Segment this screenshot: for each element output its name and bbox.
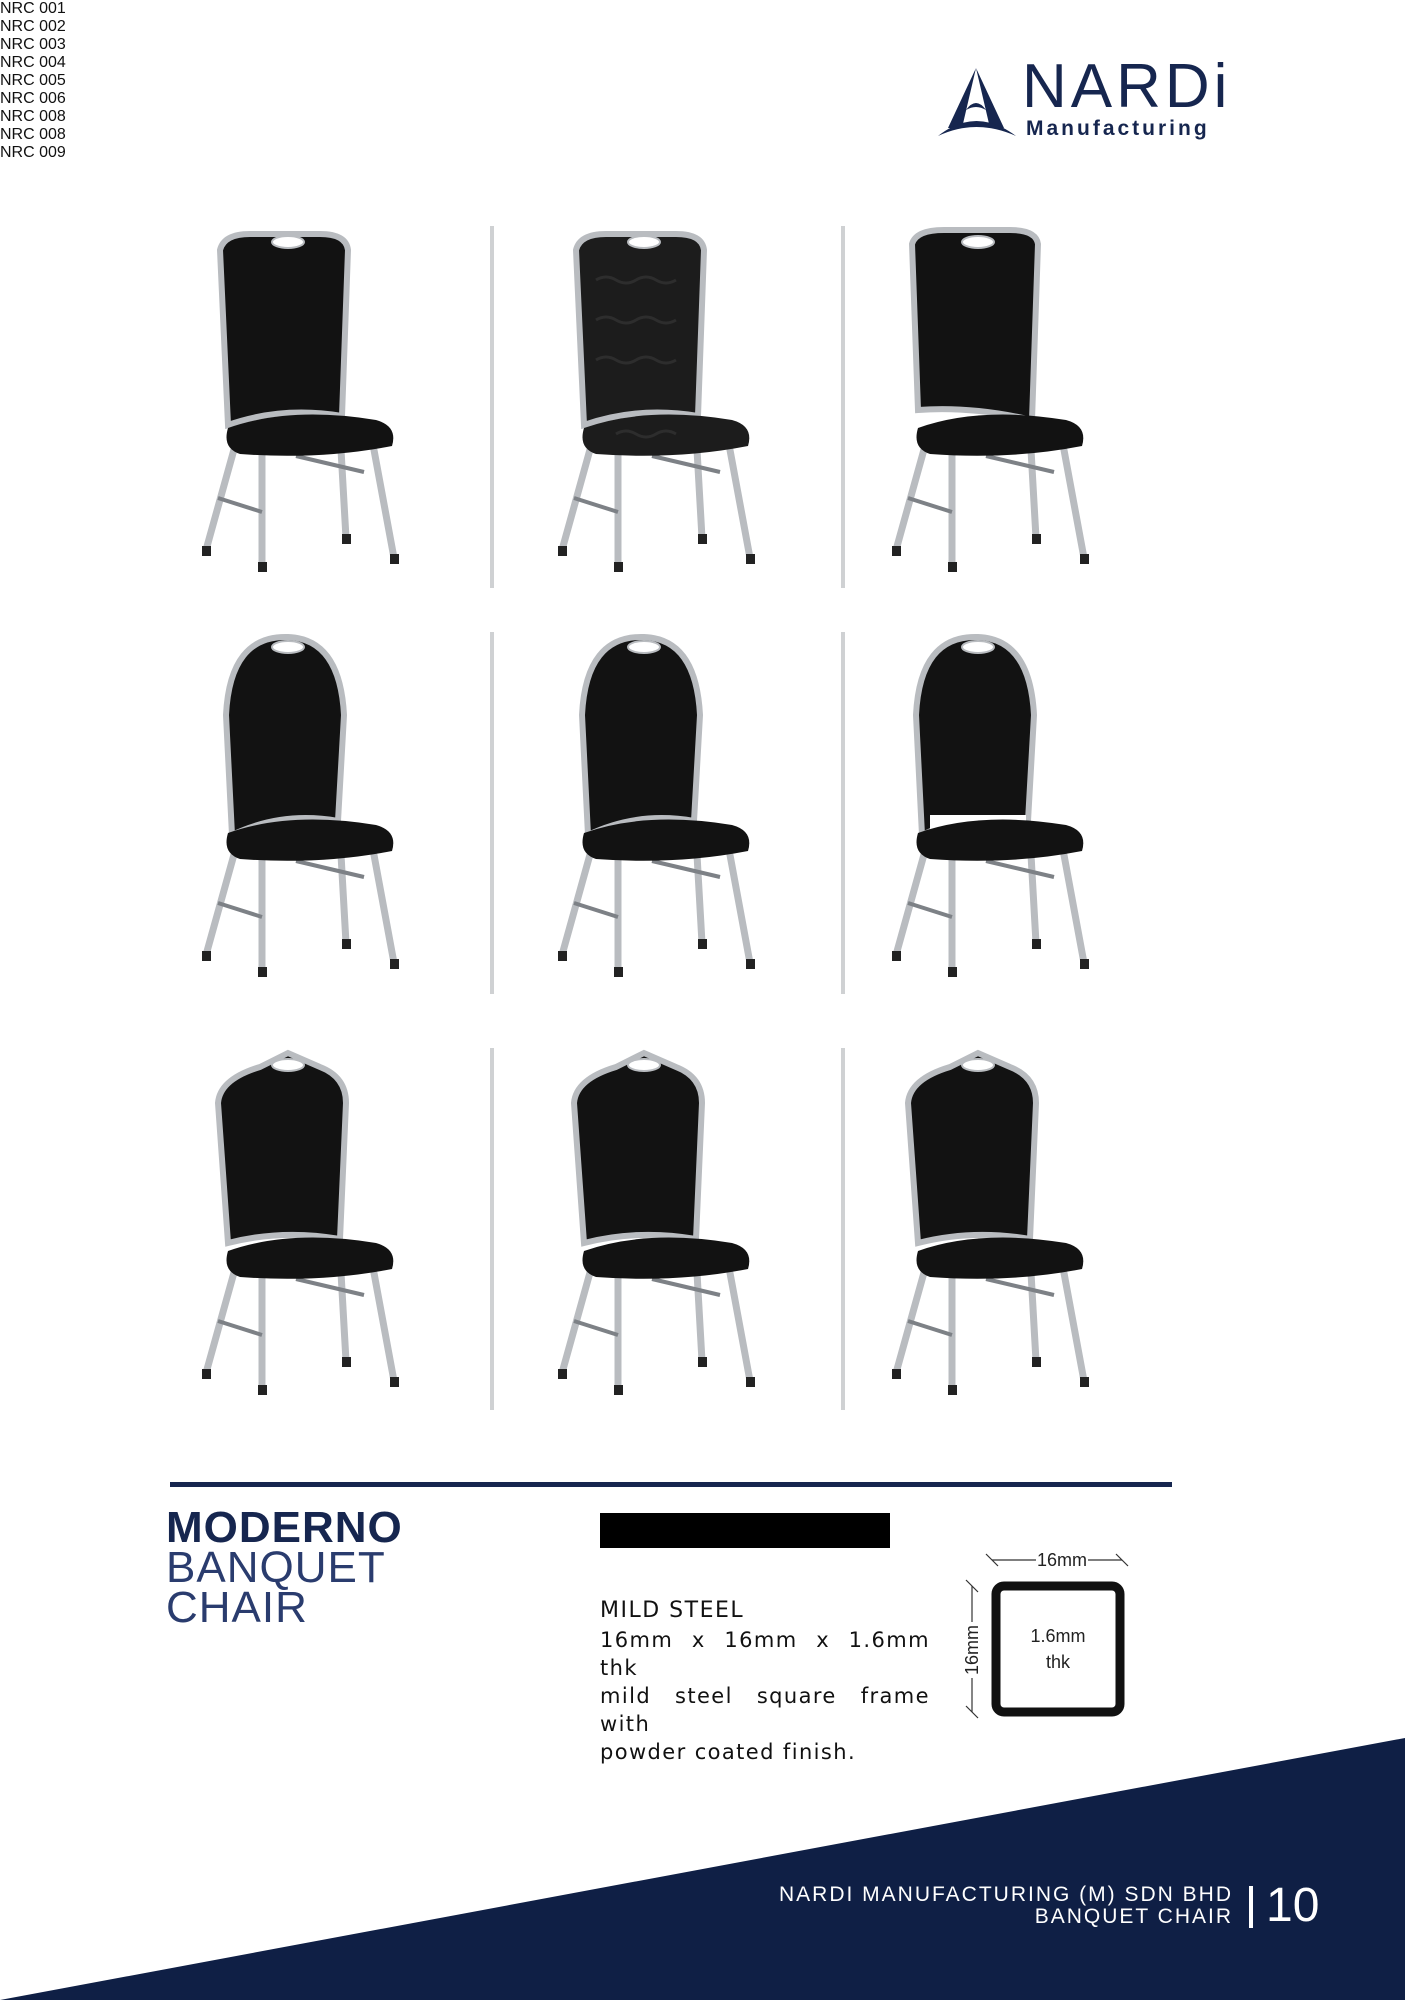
- redaction-bar: [600, 1513, 890, 1548]
- footer-section-name: BANQUET CHAIR: [1034, 1905, 1233, 1928]
- product-card: [526, 1043, 786, 1403]
- footer-separator: [1249, 1886, 1253, 1928]
- chair-image: [170, 1043, 430, 1403]
- diagram-thickness-label-2: thk: [1045, 1652, 1071, 1672]
- chair-image: [170, 220, 430, 580]
- diagram-thickness-label-1: 1.6mm: [1030, 1626, 1086, 1646]
- product-card: [526, 625, 786, 985]
- chair-image: [526, 625, 786, 985]
- product-card: [170, 1043, 430, 1403]
- chair-image: [170, 625, 430, 985]
- diagram-width-label: 16mm: [1036, 1550, 1088, 1570]
- tube-section-diagram: [952, 1536, 1142, 1726]
- series-title: [166, 1503, 403, 1632]
- diagram-height-label: 16mm: [962, 1624, 982, 1676]
- grid-divider: [490, 1048, 494, 1410]
- product-code: NRC 006: [0, 90, 66, 107]
- product-card: [170, 625, 430, 985]
- spec-line-2: mild steel square frame with: [600, 1684, 930, 1736]
- series-title-line-3: CHAIR: [166, 1583, 308, 1632]
- product-code: NRC 005: [0, 72, 66, 89]
- chair-image: [860, 1043, 1120, 1403]
- product-code: NRC 002: [0, 18, 66, 35]
- spec-heading: MILD STEEL: [600, 1598, 745, 1623]
- product-code: NRC 009: [0, 144, 66, 161]
- product-code: NRC 008: [0, 126, 66, 143]
- chair-image: [526, 1043, 786, 1403]
- product-card: [526, 220, 786, 580]
- product-card: [860, 625, 1120, 985]
- product-card: [860, 1043, 1120, 1403]
- footer-company-name: NARDI MANUFACTURING (M) SDN BHD: [779, 1883, 1233, 1906]
- chair-image: [526, 220, 786, 580]
- product-card: [170, 220, 430, 580]
- product-code: NRC 001: [0, 0, 66, 17]
- brand-subtitle: Manufacturing: [1026, 117, 1210, 140]
- chair-image: [860, 625, 1120, 985]
- series-title-line-1: MODERNO: [166, 1503, 403, 1552]
- series-title-line-2: BANQUET: [166, 1543, 386, 1592]
- grid-divider: [841, 632, 845, 994]
- chair-image: [860, 220, 1120, 580]
- section-rule: [170, 1482, 1172, 1487]
- grid-divider: [490, 226, 494, 588]
- spec-line-1: 16mm x 16mm x 1.6mm thk: [600, 1628, 930, 1680]
- grid-divider: [490, 632, 494, 994]
- page-number: 10: [1266, 1879, 1320, 1932]
- footer-band: [0, 1700, 1405, 2000]
- brand-name: NARDi: [1022, 52, 1232, 121]
- product-code: NRC 008: [0, 108, 66, 125]
- product-code: NRC 003: [0, 36, 66, 53]
- spec-line-3: powder coated finish.: [600, 1740, 857, 1764]
- product-code: NRC 004: [0, 54, 66, 71]
- grid-divider: [841, 1048, 845, 1410]
- product-card: [860, 220, 1120, 580]
- grid-divider: [841, 226, 845, 588]
